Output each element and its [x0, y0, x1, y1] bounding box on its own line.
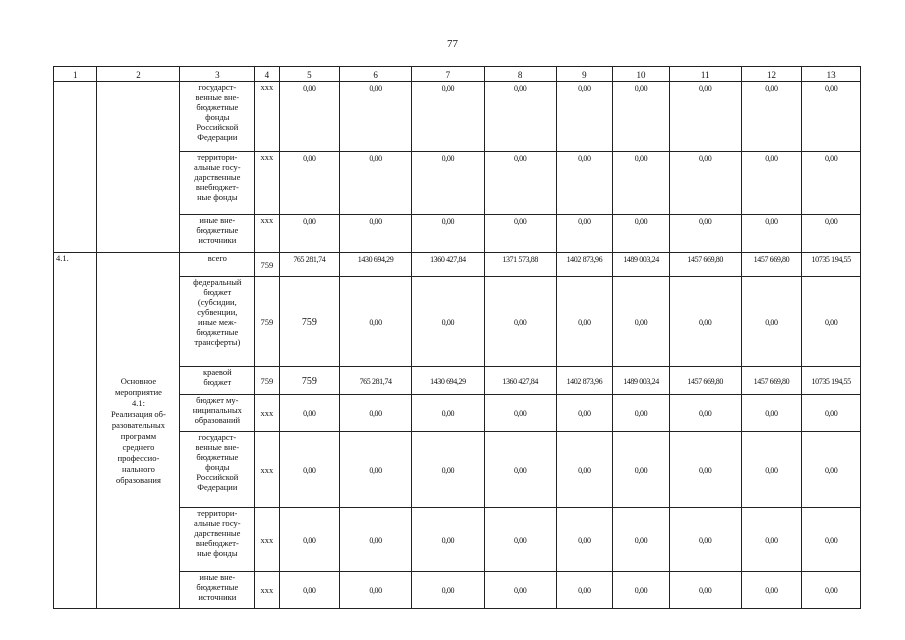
- code-cell: ххх: [255, 152, 279, 215]
- header-cell: 10: [613, 67, 670, 82]
- funding-source: иные вне- бюджетные источники: [180, 572, 255, 609]
- value-cell: 0,00: [741, 572, 802, 609]
- value-cell: 0,00: [484, 277, 556, 367]
- value-cell: 1371 573,88: [484, 253, 556, 277]
- value-cell: 0,00: [411, 572, 484, 609]
- table-body: [54, 67, 861, 609]
- value-cell: 1430 694,29: [411, 367, 484, 395]
- header-cell: 3: [180, 67, 255, 82]
- value-cell: 0,00: [411, 82, 484, 152]
- value-cell: 1457 669,80: [669, 253, 741, 277]
- value-cell: 0,00: [669, 395, 741, 432]
- value-cell: 0,00: [340, 152, 412, 215]
- value-cell: 0,00: [741, 508, 802, 572]
- value-cell: 0,00: [669, 432, 741, 508]
- value-cell: 0,00: [613, 215, 670, 253]
- value-cell: 1360 427,84: [411, 253, 484, 277]
- value-cell: 0,00: [556, 508, 613, 572]
- item-number: 4.1.: [54, 253, 97, 609]
- value-cell: 0,00: [741, 152, 802, 215]
- value-cell: 0,00: [340, 82, 412, 152]
- header-cell: 13: [802, 67, 861, 82]
- value-cell: 0,00: [411, 152, 484, 215]
- header-cell: 4: [255, 67, 279, 82]
- value-cell: 0,00: [484, 152, 556, 215]
- header-cell: 2: [97, 67, 180, 82]
- value-cell: 0,00: [613, 277, 670, 367]
- value-cell: 0,00: [411, 215, 484, 253]
- value-cell: 0,00: [669, 277, 741, 367]
- value-cell: 0,00: [669, 572, 741, 609]
- page-number: 77: [447, 38, 458, 50]
- value-cell: 759: [279, 277, 340, 367]
- value-cell: 0,00: [613, 508, 670, 572]
- value-cell: 0,00: [802, 508, 861, 572]
- value-cell: 0,00: [411, 277, 484, 367]
- value-cell: 0,00: [340, 277, 412, 367]
- budget-table: [53, 66, 861, 609]
- value-cell: 0,00: [613, 432, 670, 508]
- code-cell: ххх: [255, 395, 279, 432]
- code-cell: ххх: [255, 432, 279, 508]
- header-row: [54, 67, 861, 82]
- value-cell: 0,00: [556, 395, 613, 432]
- value-cell: 0,00: [556, 572, 613, 609]
- value-cell: 1457 669,80: [741, 253, 802, 277]
- value-cell: 0,00: [741, 432, 802, 508]
- header-cell: 11: [669, 67, 741, 82]
- item-name: Основное мероприятие 4.1: Реализация об- разовательных программ среднего профессио- нального образования: [97, 253, 180, 609]
- funding-source: федеральный бюджет (субсидии, субвенции, иные меж- бюджетные трансферты): [180, 277, 255, 367]
- value-cell: 0,00: [802, 215, 861, 253]
- value-cell: 10735 194,55: [802, 367, 861, 395]
- value-cell: 1360 427,84: [484, 367, 556, 395]
- header-cell: 9: [556, 67, 613, 82]
- funding-source: территори- альные госу- дарственные внебюджет- ные фонды: [180, 152, 255, 215]
- value-cell: 0,00: [741, 82, 802, 152]
- header-cell: 5: [279, 67, 340, 82]
- value-cell: 0,00: [340, 572, 412, 609]
- blank-cell: [54, 82, 97, 253]
- value-cell: 759: [279, 367, 340, 395]
- value-cell: 0,00: [556, 82, 613, 152]
- value-cell: 0,00: [802, 277, 861, 367]
- header-cell: 8: [484, 67, 556, 82]
- value-cell: 1489 003,24: [613, 253, 670, 277]
- table-row: [54, 82, 861, 152]
- header-cell: 7: [411, 67, 484, 82]
- value-cell: 0,00: [340, 432, 412, 508]
- value-cell: 0,00: [741, 277, 802, 367]
- header-cell: 6: [340, 67, 412, 82]
- value-cell: 0,00: [802, 572, 861, 609]
- value-cell: 0,00: [411, 395, 484, 432]
- value-cell: 0,00: [802, 432, 861, 508]
- value-cell: 0,00: [279, 215, 340, 253]
- table-row: [54, 253, 861, 277]
- value-cell: 0,00: [741, 395, 802, 432]
- funding-source: всего: [180, 253, 255, 277]
- value-cell: 0,00: [279, 395, 340, 432]
- header-cell: 12: [741, 67, 802, 82]
- code-cell: 759: [255, 367, 279, 395]
- funding-source: иные вне- бюджетные источники: [180, 215, 255, 253]
- value-cell: 0,00: [556, 277, 613, 367]
- code-cell: 759: [255, 253, 279, 277]
- value-cell: 0,00: [669, 215, 741, 253]
- value-cell: 0,00: [556, 152, 613, 215]
- value-cell: 0,00: [411, 508, 484, 572]
- value-cell: 0,00: [802, 395, 861, 432]
- value-cell: 0,00: [669, 152, 741, 215]
- value-cell: 0,00: [669, 508, 741, 572]
- value-cell: 1489 003,24: [613, 367, 670, 395]
- value-cell: 0,00: [340, 215, 412, 253]
- value-cell: 1402 873,96: [556, 253, 613, 277]
- code-cell: ххх: [255, 572, 279, 609]
- value-cell: 0,00: [279, 152, 340, 215]
- value-cell: 0,00: [279, 432, 340, 508]
- value-cell: 0,00: [613, 572, 670, 609]
- value-cell: 0,00: [484, 432, 556, 508]
- value-cell: 0,00: [556, 215, 613, 253]
- value-cell: 0,00: [484, 395, 556, 432]
- value-cell: 1430 694,29: [340, 253, 412, 277]
- code-cell: ххх: [255, 215, 279, 253]
- value-cell: 0,00: [340, 395, 412, 432]
- value-cell: 0,00: [484, 215, 556, 253]
- value-cell: 0,00: [279, 572, 340, 609]
- value-cell: 1402 873,96: [556, 367, 613, 395]
- value-cell: 0,00: [484, 572, 556, 609]
- value-cell: 0,00: [279, 508, 340, 572]
- value-cell: 10735 194,55: [802, 253, 861, 277]
- value-cell: 0,00: [741, 215, 802, 253]
- value-cell: 0,00: [669, 82, 741, 152]
- value-cell: 0,00: [613, 152, 670, 215]
- value-cell: 0,00: [613, 82, 670, 152]
- blank-cell: [97, 82, 180, 253]
- funding-source: государст- венные вне- бюджетные фонды Российской Федерации: [180, 82, 255, 152]
- value-cell: 0,00: [411, 432, 484, 508]
- value-cell: 1457 669,80: [741, 367, 802, 395]
- code-cell: ххх: [255, 508, 279, 572]
- value-cell: 0,00: [340, 508, 412, 572]
- value-cell: 0,00: [484, 82, 556, 152]
- funding-source: бюджет му- ниципальных образований: [180, 395, 255, 432]
- value-cell: 0,00: [279, 82, 340, 152]
- value-cell: 1457 669,80: [669, 367, 741, 395]
- value-cell: 0,00: [802, 152, 861, 215]
- value-cell: 0,00: [613, 395, 670, 432]
- code-cell: 759: [255, 277, 279, 367]
- value-cell: 0,00: [484, 508, 556, 572]
- header-cell: 1: [54, 67, 97, 82]
- code-cell: ххх: [255, 82, 279, 152]
- funding-source: краевой бюджет: [180, 367, 255, 395]
- value-cell: 0,00: [556, 432, 613, 508]
- funding-source: государст- венные вне- бюджетные фонды Российской Федерации: [180, 432, 255, 508]
- funding-source: территори- альные госу- дарственные внебюджет- ные фонды: [180, 508, 255, 572]
- value-cell: 765 281,74: [340, 367, 412, 395]
- value-cell: 0,00: [802, 82, 861, 152]
- value-cell: 765 281,74: [279, 253, 340, 277]
